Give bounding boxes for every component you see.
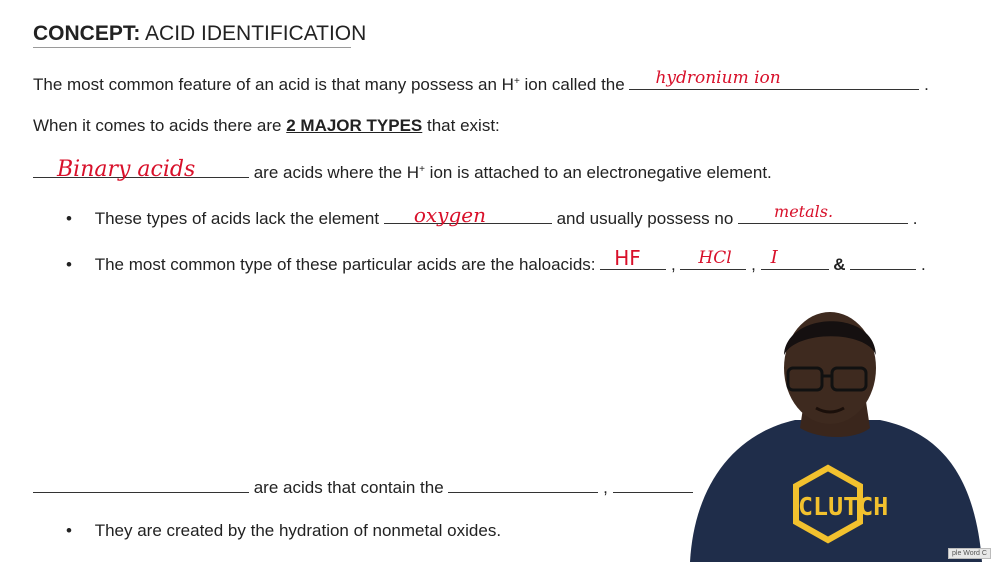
major-types: 2 MAJOR TYPES — [286, 116, 423, 135]
bullet3-text: They are created by the hydration of nonmetal oxides. — [94, 521, 502, 540]
page-title — [33, 21, 366, 47]
feature-sentence — [33, 68, 929, 96]
comma-3: , — [598, 478, 613, 497]
blank-oxyacids[interactable] — [33, 474, 249, 493]
binary-sentence — [33, 159, 772, 184]
bullet2-text: The most common type of these particular acids are the haloacids: — [94, 255, 601, 274]
hplus-sup: + — [513, 76, 520, 87]
binary-text: are acids where the H — [249, 163, 420, 182]
hplus-sup-2: + — [419, 164, 425, 175]
bullet-haloacids — [66, 246, 926, 276]
bullet-marker: • — [66, 209, 72, 228]
period-3: . — [916, 255, 926, 274]
types-text-2: that exist: — [422, 116, 500, 135]
answer-hydronium: hydronium ion — [655, 68, 781, 88]
presenter-figure — [670, 300, 1000, 562]
blank-hcl[interactable] — [680, 248, 746, 270]
answer-metals: metals. — [774, 202, 834, 221]
ampersand: & — [828, 255, 851, 274]
answer-hf: HF — [614, 246, 641, 270]
period: . — [919, 75, 929, 94]
title-topic: ACID IDENTIFICATION — [140, 22, 367, 45]
period-2: . — [908, 209, 918, 228]
bullet-hydration — [66, 520, 501, 542]
feature-text: The most common feature of an acid is that many possess an H — [33, 75, 514, 94]
blank-fourth[interactable] — [850, 251, 916, 270]
oxyacid-text: are acids that contain the — [249, 478, 449, 497]
blank-hf[interactable] — [600, 246, 666, 270]
blank-contains[interactable] — [448, 474, 598, 493]
oxyacid-sentence — [33, 474, 693, 499]
bullet-marker-3: • — [66, 521, 72, 540]
comma-2: , — [746, 255, 761, 274]
shirt-logo-text: CLUTCH — [798, 492, 889, 521]
corner-word-tag: ple Word C — [948, 548, 991, 559]
bullet-marker-2: • — [66, 255, 72, 274]
comma-1: , — [666, 255, 681, 274]
blank-oxygen[interactable] — [384, 203, 552, 227]
answer-binary: Binary acids — [57, 157, 196, 182]
answer-hcl: HCl — [698, 248, 732, 268]
bullet1-text-2: and usually possess no — [551, 209, 739, 228]
answer-oxygen: oxygen — [413, 203, 486, 227]
blank-hydronium[interactable] — [629, 68, 919, 90]
types-sentence — [33, 115, 500, 137]
shirt-body — [690, 420, 982, 562]
feature-text-2: ion called the — [519, 75, 630, 94]
title-concept: CONCEPT: — [33, 22, 141, 45]
binary-text-2: ion is attached to an electronegative element. — [424, 163, 772, 182]
bullet-oxygen — [66, 202, 918, 230]
blank-metals[interactable] — [738, 202, 908, 224]
types-text: When it comes to acids there are — [33, 116, 287, 135]
title-underline — [33, 47, 351, 48]
blank-third[interactable] — [761, 247, 829, 270]
answer-third: I — [770, 247, 778, 268]
presenter-illustration — [670, 300, 1000, 562]
bullet1-text: These types of acids lack the element — [94, 209, 384, 228]
blank-binary[interactable] — [33, 157, 249, 182]
